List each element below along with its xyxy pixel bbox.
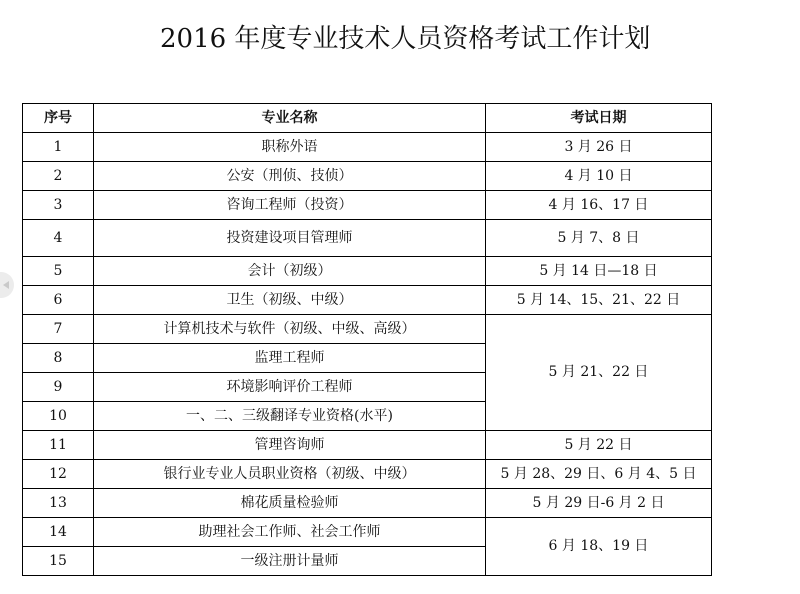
row-number: 7 [23, 315, 94, 344]
table-row [23, 431, 712, 460]
row-number: 4 [23, 220, 94, 257]
row-number: 13 [23, 489, 94, 518]
table-row [23, 286, 712, 315]
header-number: 序号 [23, 104, 94, 133]
table-row [23, 220, 712, 257]
table-row [23, 133, 712, 162]
row-number: 15 [23, 547, 94, 576]
table-row [23, 489, 712, 518]
exam-date: 5 月 22 日 [486, 431, 712, 460]
specialty-name: 投资建设项目管理师 [94, 220, 486, 257]
row-number: 1 [23, 133, 94, 162]
row-number: 9 [23, 373, 94, 402]
specialty-name: 助理社会工作师、社会工作师 [94, 518, 486, 547]
specialty-name: 管理咨询师 [94, 431, 486, 460]
specialty-name: 咨询工程师（投资） [94, 191, 486, 220]
exam-date: 5 月 14、15、21、22 日 [486, 286, 712, 315]
table-row [23, 191, 712, 220]
exam-date: 4 月 16、17 日 [486, 191, 712, 220]
previous-arrow-icon[interactable] [0, 272, 14, 298]
row-number: 11 [23, 431, 94, 460]
table-row [23, 518, 712, 547]
table-row [23, 162, 712, 191]
specialty-name: 公安（刑侦、技侦） [94, 162, 486, 191]
table-row [23, 315, 712, 344]
specialty-name: 棉花质量检验师 [94, 489, 486, 518]
specialty-name: 会计（初级） [94, 257, 486, 286]
table-header-row [23, 104, 712, 133]
row-number: 12 [23, 460, 94, 489]
exam-date: 5 月 14 日—18 日 [486, 257, 712, 286]
specialty-name: 卫生（初级、中级） [94, 286, 486, 315]
specialty-name: 监理工程师 [94, 344, 486, 373]
specialty-name: 职称外语 [94, 133, 486, 162]
row-number: 5 [23, 257, 94, 286]
exam-date: 6 月 18、19 日 [486, 518, 712, 576]
exam-date: 5 月 21、22 日 [486, 315, 712, 431]
row-number: 6 [23, 286, 94, 315]
row-number: 10 [23, 402, 94, 431]
row-number: 14 [23, 518, 94, 547]
specialty-name: 一级注册计量师 [94, 547, 486, 576]
exam-date: 5 月 28、29 日、6 月 4、5 日 [486, 460, 712, 489]
row-number: 8 [23, 344, 94, 373]
exam-date: 3 月 26 日 [486, 133, 712, 162]
table-row [23, 257, 712, 286]
exam-date: 5 月 7、8 日 [486, 220, 712, 257]
specialty-name: 环境影响评价工程师 [94, 373, 486, 402]
header-specialty: 专业名称 [94, 104, 486, 133]
exam-date: 4 月 10 日 [486, 162, 712, 191]
specialty-name: 银行业专业人员职业资格（初级、中级） [94, 460, 486, 489]
table-row [23, 460, 712, 489]
exam-schedule-table [22, 103, 712, 576]
header-exam-date: 考试日期 [486, 104, 712, 133]
exam-date: 5 月 29 日-6 月 2 日 [486, 489, 712, 518]
row-number: 2 [23, 162, 94, 191]
specialty-name: 一、二、三级翻译专业资格(水平) [94, 402, 486, 431]
row-number: 3 [23, 191, 94, 220]
document-title: 2016 年度专业技术人员资格考试工作计划 [160, 24, 651, 54]
specialty-name: 计算机技术与软件（初级、中级、高级） [94, 315, 486, 344]
